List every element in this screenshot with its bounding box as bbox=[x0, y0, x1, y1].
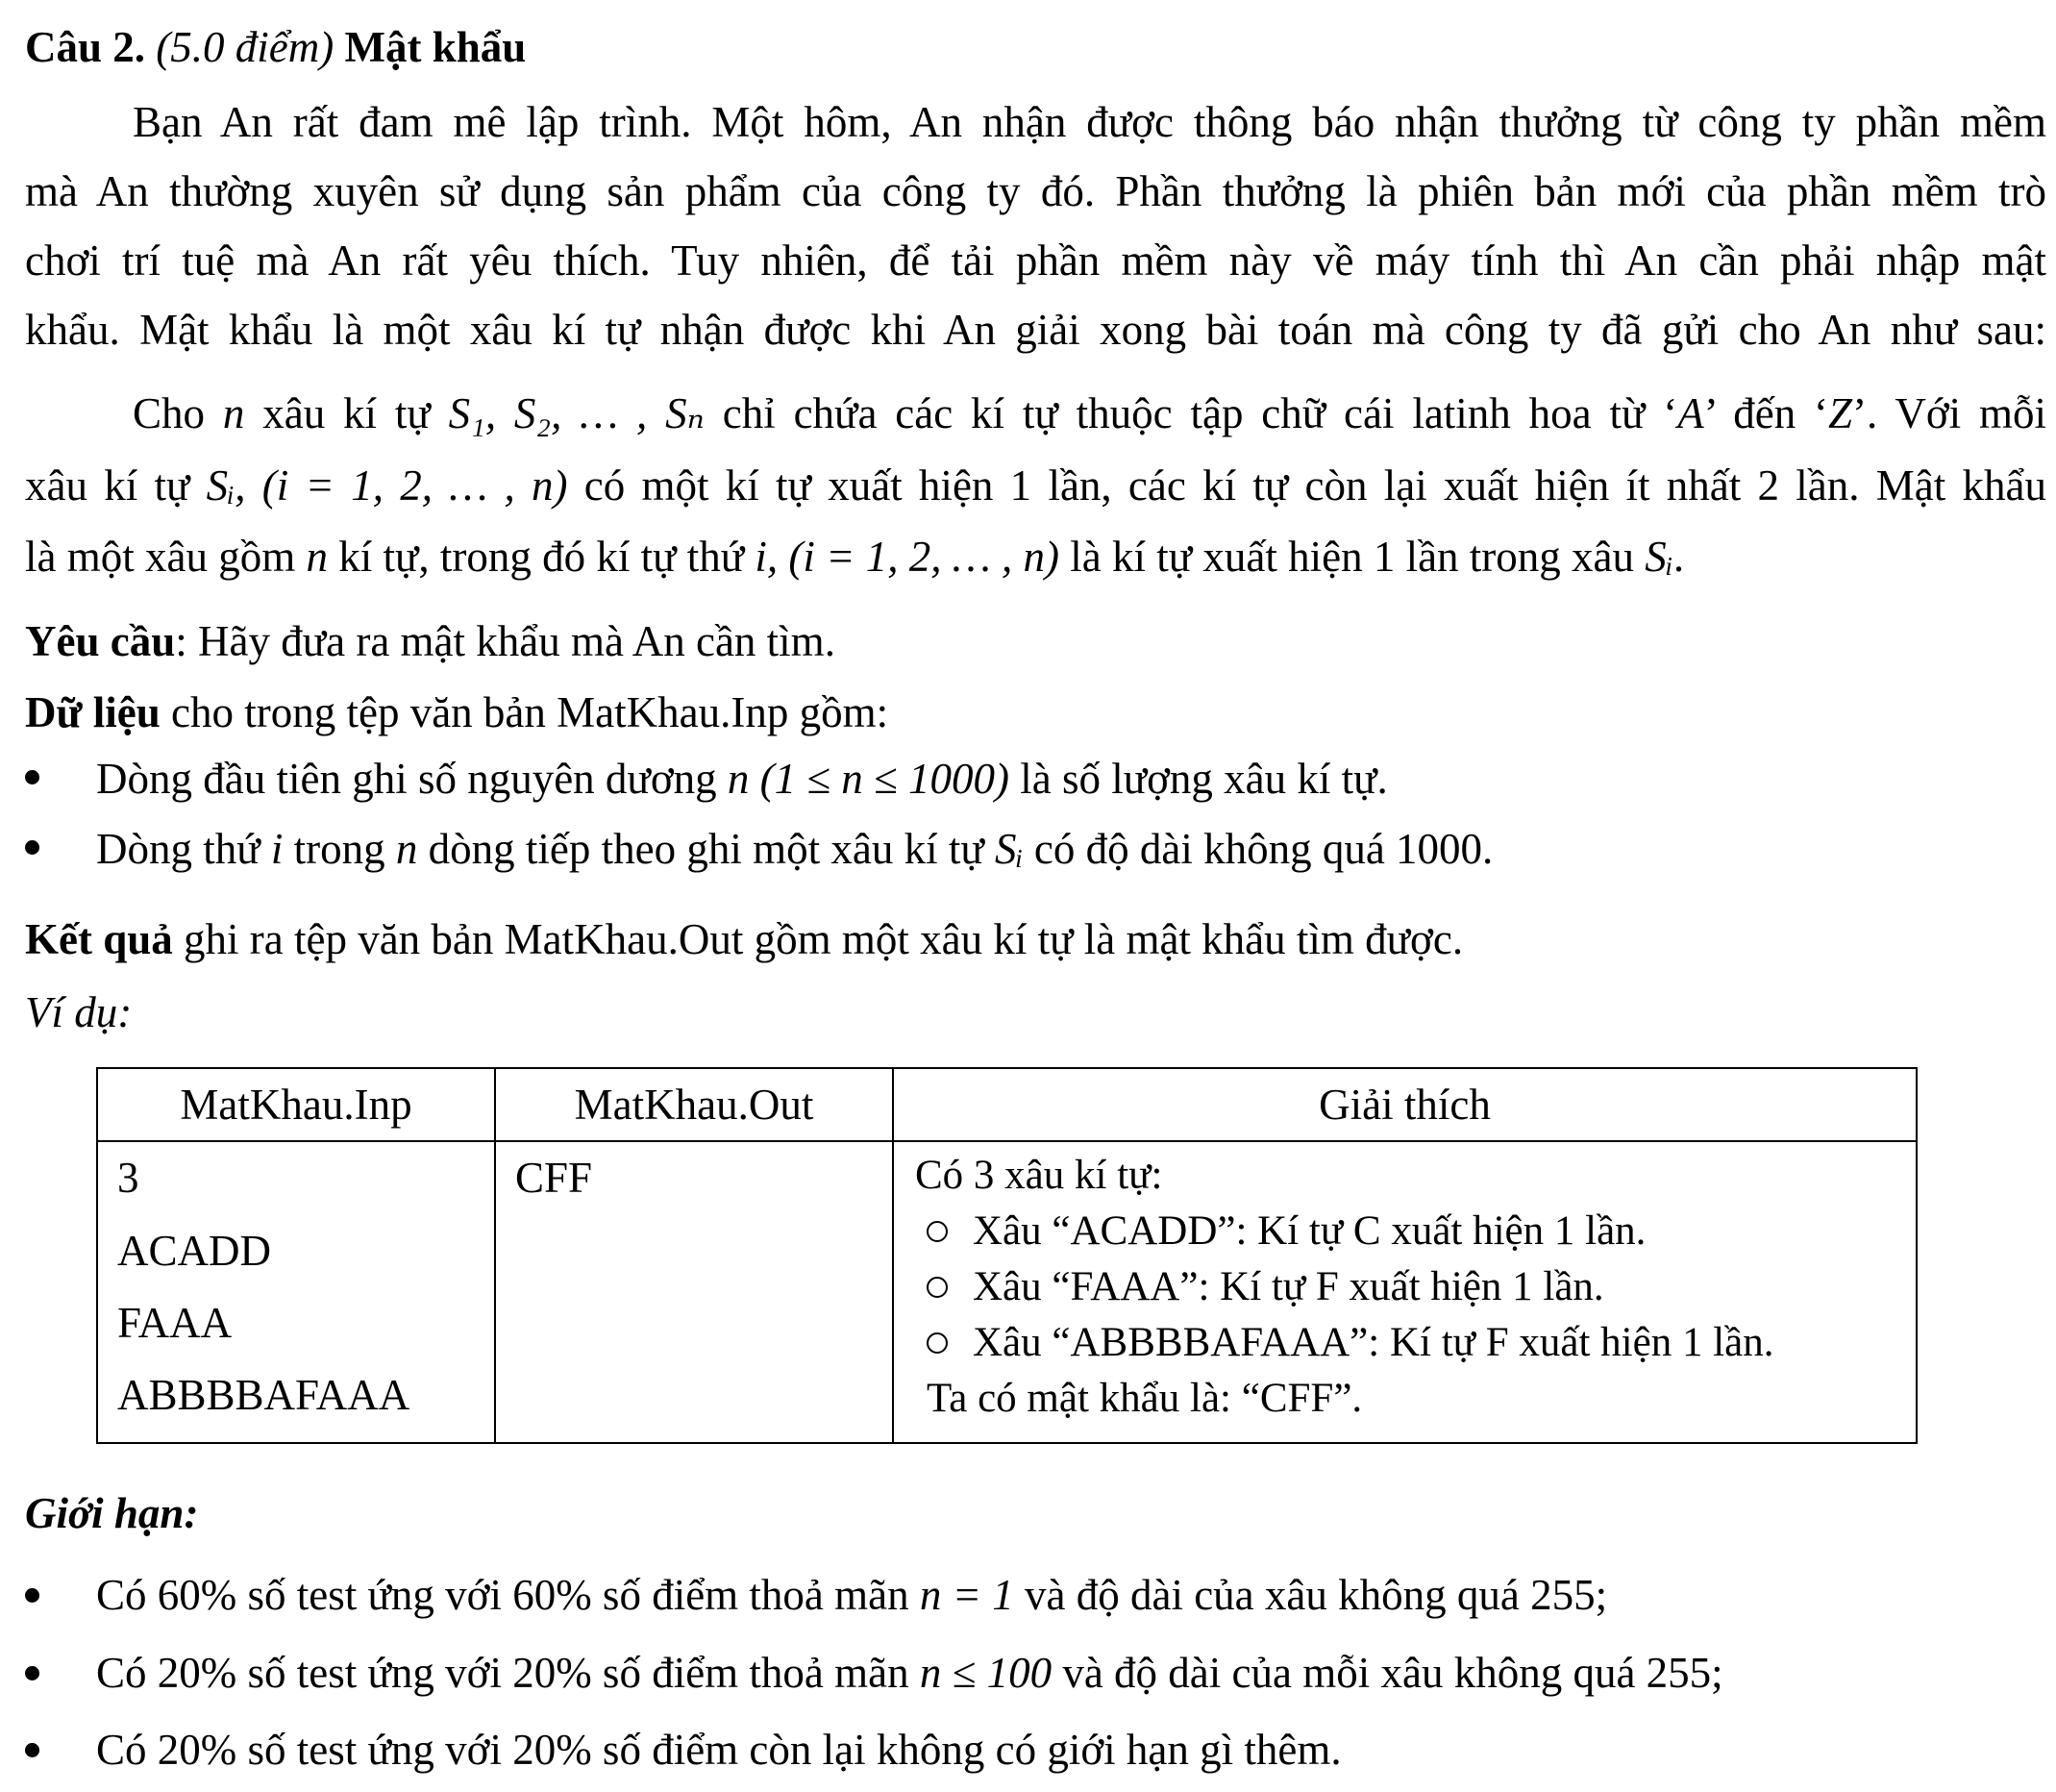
problem-line-1: Cho n xâu kí tự S₁, S₂, … , Sₙ chỉ chứa các kí tự thuộc tập chữ cái latinh hoa từ ‘A’ đến ‘Z’. Với mỗi bbox=[133, 389, 2046, 437]
input-label: Dữ liệu bbox=[25, 688, 161, 736]
circle-bullet-icon bbox=[927, 1332, 948, 1354]
output-value: CFF bbox=[515, 1154, 593, 1202]
table-row bbox=[97, 1141, 1917, 1443]
circle-bullet-icon bbox=[927, 1277, 948, 1298]
request-label: Yêu cầu bbox=[25, 617, 176, 665]
explanation-item: Xâu “ABBBBAFAAA”: Kí tự F xuất hiện 1 lần. bbox=[915, 1315, 1896, 1371]
limits-bullet-2: Có 20% số test ứng với 20% số điểm thoả mãn n ≤ 100 và độ dài của mỗi xâu không quá 255; bbox=[96, 1649, 1723, 1697]
circle-bullet-icon bbox=[927, 1221, 948, 1242]
math-si-index: Sᵢ, (i = 1, 2, … , n) bbox=[206, 461, 568, 510]
bullet-icon bbox=[25, 1743, 48, 1766]
input-line: ACADD bbox=[117, 1227, 272, 1275]
header-output-file: MatKhau.Out bbox=[495, 1068, 893, 1141]
limits-bullet-3: Có 20% số test ứng với 20% số điểm còn lại không có giới hạn gì thêm. bbox=[96, 1726, 1342, 1774]
example-label: Ví dụ: bbox=[25, 988, 133, 1036]
input-line: 3 bbox=[117, 1154, 139, 1202]
problem-heading bbox=[25, 23, 526, 73]
cell-input bbox=[97, 1141, 495, 1443]
intro-line-4: khẩu. Mật khẩu là một xâu kí tự nhận được khi An giải xong bài toán mà công ty đã gửi cho An như sau: bbox=[25, 306, 2046, 354]
bullet-icon bbox=[25, 1588, 48, 1611]
output-spec-line: Kết quả ghi ra tệp văn bản MatKhau.Out gồm một xâu kí tự là mật khẩu tìm được. bbox=[25, 915, 1464, 963]
input-spec-line: Dữ liệu cho trong tệp văn bản MatKhau.Inp gồm: bbox=[25, 688, 889, 736]
intro-line-1: Bạn An rất đam mê lập trình. Một hôm, An nhận được thông báo nhận thưởng từ công ty phần mềm bbox=[133, 98, 2046, 146]
problem-title: Mật khẩu bbox=[344, 23, 527, 71]
math-string-sequence: S₁, S₂, … , Sₙ bbox=[448, 389, 705, 437]
cell-output bbox=[495, 1141, 893, 1443]
bullet-icon bbox=[25, 770, 48, 793]
table-header-row bbox=[97, 1068, 1917, 1141]
input-bullet-1: Dòng đầu tiên ghi số nguyên dương n (1 ≤ n ≤ 1000) là số lượng xâu kí tự. bbox=[96, 755, 1388, 803]
explanation-intro: Có 3 xâu kí tự: bbox=[915, 1153, 1163, 1198]
problem-line-3: là một xâu gồm n kí tự, trong đó kí tự thứ i, (i = 1, 2, … , n) là kí tự xuất hiện 1 lần trong xâu Sᵢ. bbox=[25, 533, 1685, 581]
bullet-icon bbox=[25, 1666, 48, 1689]
header-input-file: MatKhau.Inp bbox=[97, 1068, 495, 1141]
limits-bullet-1: Có 60% số test ứng với 60% số điểm thoả mãn n = 1 và độ dài của xâu không quá 255; bbox=[96, 1571, 1608, 1619]
intro-line-3: chơi trí tuệ mà An rất yêu thích. Tuy nhiên, để tải phần mềm này về máy tính thì An cần phải nhập mật bbox=[25, 236, 2046, 285]
input-line: ABBBBAFAAA bbox=[117, 1371, 410, 1419]
input-line: FAAA bbox=[117, 1299, 233, 1347]
problem-number: Câu 2. bbox=[25, 23, 146, 71]
explanation-item: Xâu “ACADD”: Kí tự C xuất hiện 1 lần. bbox=[915, 1204, 1896, 1259]
limits-label: Giới hạn: bbox=[25, 1489, 199, 1537]
request-line: Yêu cầu: Hãy đưa ra mật khẩu mà An cần tìm. bbox=[25, 617, 835, 665]
problem-line-2: xâu kí tự Sᵢ, (i = 1, 2, … , n) có một kí tự xuất hiện 1 lần, các kí tự còn lại xuất hiện ít nhất 2 lần. Mật khẩu bbox=[25, 461, 2046, 510]
problem-points: (5.0 điểm) bbox=[156, 23, 334, 71]
example-table bbox=[96, 1067, 1918, 1444]
bullet-icon bbox=[25, 840, 48, 863]
output-label: Kết quả bbox=[25, 915, 173, 963]
intro-line-2: mà An thường xuyên sử dụng sản phẩm của công ty đó. Phần thưởng là phiên bản mới của phần mềm trò bbox=[25, 167, 2046, 215]
explanation-item: Xâu “FAAA”: Kí tự F xuất hiện 1 lần. bbox=[915, 1259, 1896, 1315]
explanation-result: Ta có mật khẩu là: “CFF”. bbox=[927, 1376, 1363, 1421]
input-bullet-2: Dòng thứ i trong n dòng tiếp theo ghi một xâu kí tự Sᵢ có độ dài không quá 1000. bbox=[96, 825, 1494, 873]
header-explanation: Giải thích bbox=[893, 1068, 1917, 1141]
cell-explanation bbox=[893, 1141, 1917, 1443]
